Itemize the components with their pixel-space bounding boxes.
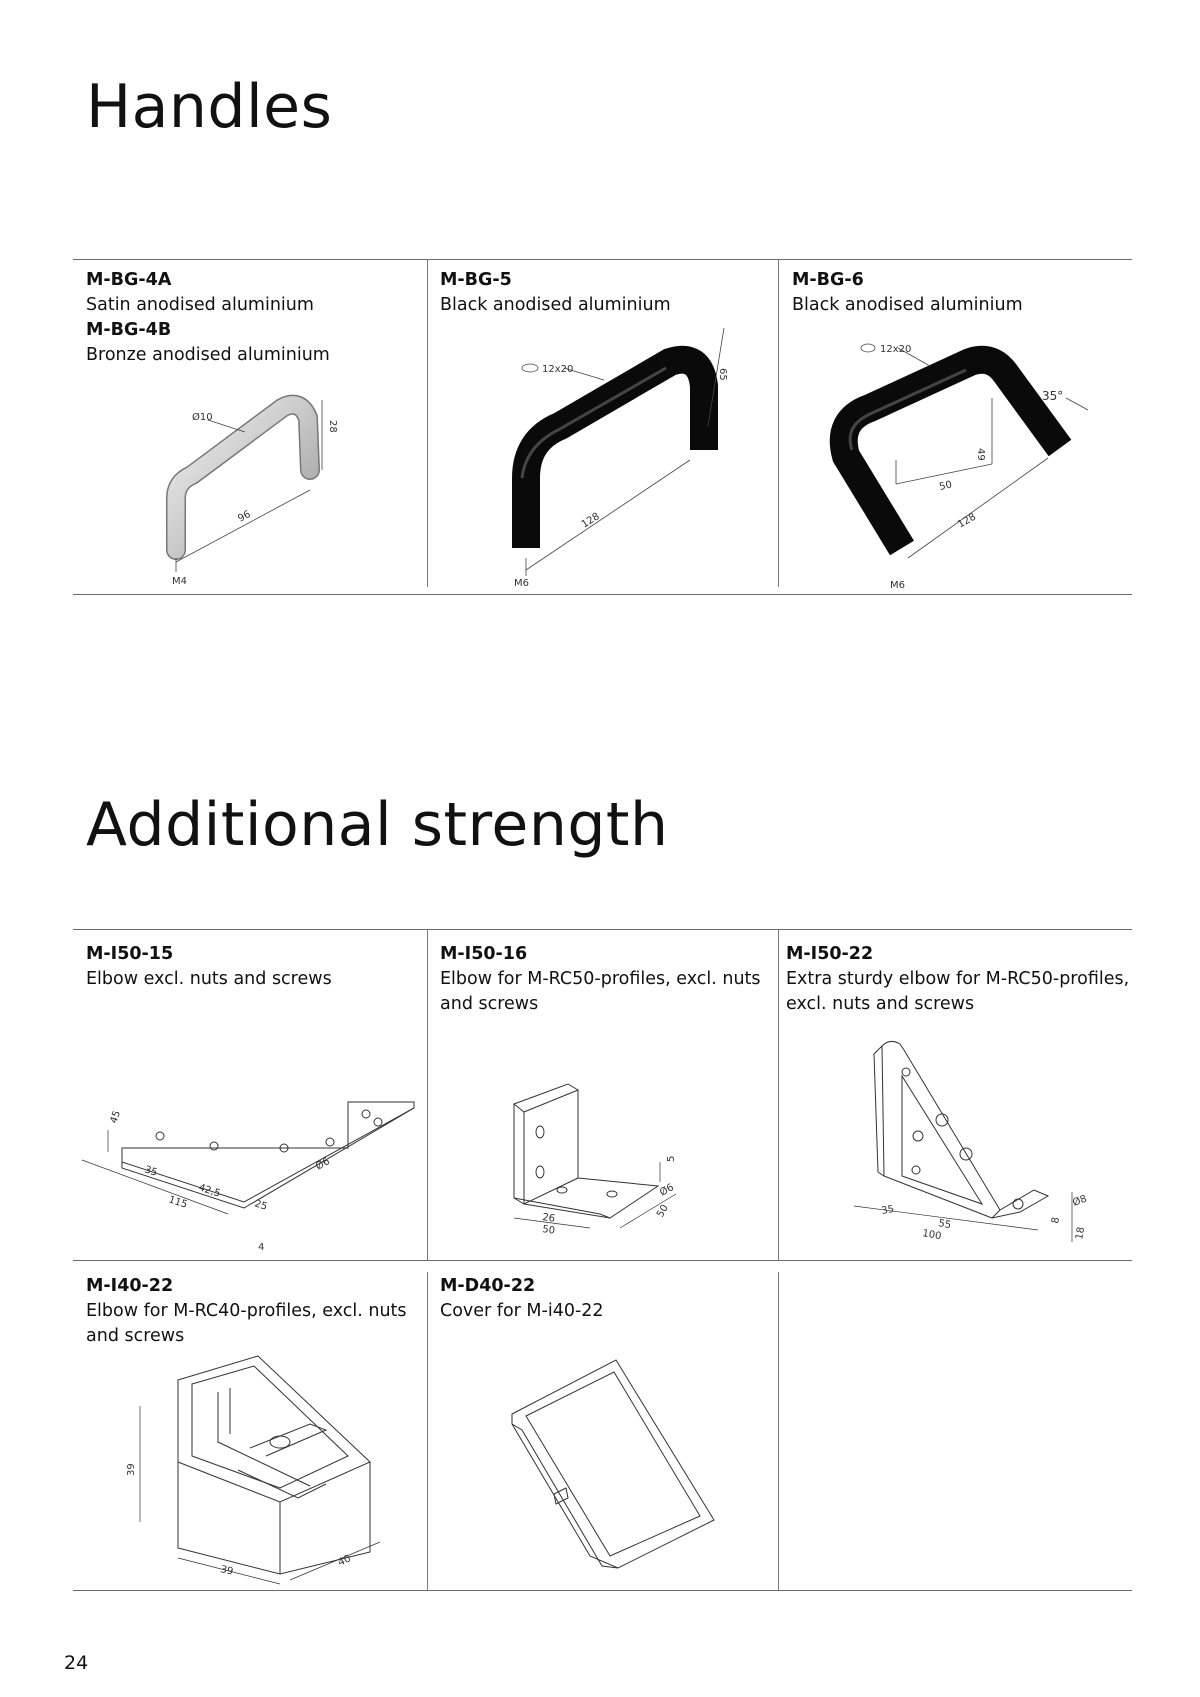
product-description: Cover for M-i40-22 — [440, 1301, 604, 1321]
product-cell-m-i50-16 — [440, 942, 761, 1017]
product-code: M-BG-4B — [86, 320, 172, 340]
column-divider — [778, 929, 779, 1260]
dim-b: 39 — [219, 1564, 235, 1578]
product-description: Satin anodised aluminium — [86, 295, 314, 315]
dim-c: 40 — [336, 1553, 353, 1569]
column-divider — [427, 1272, 428, 1590]
dim-c: 100 — [921, 1228, 943, 1243]
product-cell-m-d40-22 — [440, 1274, 604, 1324]
dim-b: 50 — [541, 1224, 556, 1237]
product-cell-m-bg-4 — [86, 268, 330, 368]
dim-diameter: Ø10 — [192, 412, 213, 423]
dim-width: 128 — [956, 511, 979, 531]
dim-b: 35 — [143, 1164, 159, 1179]
sturdy-elbow-drawing — [842, 1036, 1102, 1261]
dim-f: 18 — [1074, 1226, 1088, 1241]
dim-thread: M6 — [890, 580, 905, 591]
product-description: Elbow for M-RC40-profiles, excl. nuts — [86, 1301, 407, 1321]
flat-elbow-drawing — [78, 1090, 428, 1260]
product-code: M-D40-22 — [440, 1276, 536, 1296]
product-description: excl. nuts and screws — [786, 994, 975, 1014]
product-cell-m-bg-5 — [440, 268, 671, 318]
product-code: M-BG-4A — [86, 270, 172, 290]
product-description: Black anodised aluminium — [792, 295, 1023, 315]
column-divider — [427, 259, 428, 587]
divider — [73, 594, 1132, 595]
product-code: M-BG-5 — [440, 270, 512, 290]
column-divider — [778, 1272, 779, 1590]
dim-a: 39 — [126, 1463, 137, 1476]
cover-drawing — [508, 1360, 738, 1575]
dim-f: Ø6 — [314, 1155, 332, 1173]
dim-a: 26 — [541, 1212, 556, 1225]
product-code: M-I50-15 — [86, 944, 174, 964]
dim-height: 28 — [327, 420, 338, 433]
dim-section: 12x20 — [542, 364, 574, 375]
product-description: and screws — [440, 994, 539, 1014]
dim-a: 45 — [108, 1109, 124, 1126]
dim-c: Ø6 — [658, 1181, 676, 1199]
dim-b: 55 — [937, 1218, 952, 1232]
column-divider — [778, 259, 779, 587]
dim-width: 128 — [579, 511, 602, 531]
dim-height: 49 — [975, 448, 986, 461]
page-number: 24 — [64, 1652, 89, 1674]
dim-angle: 35° — [1042, 389, 1064, 403]
dim-thread: M4 — [172, 576, 187, 587]
product-description: Elbow for M-RC50-profiles, excl. nuts — [440, 969, 761, 989]
angled-handle-drawing — [820, 338, 1090, 598]
dim-height: 65 — [717, 368, 728, 381]
dim-c: 42,5 — [197, 1182, 222, 1200]
product-description: Black anodised aluminium — [440, 295, 671, 315]
dim-e: 25 — [253, 1198, 269, 1213]
product-code: M-I50-22 — [786, 944, 874, 964]
product-description: and screws — [86, 1326, 185, 1346]
product-cell-m-bg-6 — [792, 268, 1023, 318]
dim-e: 5 — [666, 1155, 677, 1162]
dim-g: 4 — [258, 1242, 265, 1253]
dim-a: 35 — [880, 1203, 896, 1217]
divider — [73, 1590, 1132, 1591]
dim-d: Ø8 — [1071, 1193, 1089, 1209]
dim-d: 115 — [167, 1194, 189, 1211]
dim-thread: M6 — [514, 578, 529, 589]
satin-handle-drawing — [150, 390, 370, 590]
product-cell-m-i50-15 — [86, 942, 332, 992]
dim-section: 12x20 — [880, 344, 912, 355]
product-description: Bronze anodised aluminium — [86, 345, 330, 365]
product-code: M-I50-16 — [440, 944, 528, 964]
divider — [73, 1260, 427, 1261]
dim-depth: 50 — [938, 479, 954, 493]
dim-d: 50 — [655, 1202, 671, 1220]
product-cell-m-i40-22 — [86, 1274, 407, 1349]
dim-width: 96 — [236, 508, 253, 525]
elbow-40-drawing — [126, 1352, 400, 1578]
divider — [427, 1260, 1132, 1261]
divider — [73, 929, 1132, 930]
product-description: Elbow excl. nuts and screws — [86, 969, 332, 989]
black-handle-drawing — [500, 318, 740, 593]
section-title-handles: Handles — [86, 72, 333, 142]
product-description: Extra sturdy elbow for M-RC50-profiles, — [786, 969, 1130, 989]
dim-e: 8 — [1050, 1216, 1063, 1225]
product-code: M-I40-22 — [86, 1276, 174, 1296]
product-code: M-BG-6 — [792, 270, 864, 290]
divider — [73, 259, 1132, 260]
section-title-additional-strength: Additional strength — [86, 790, 669, 860]
angle-bracket-drawing — [490, 1078, 720, 1248]
product-cell-m-i50-22 — [786, 942, 1129, 1017]
